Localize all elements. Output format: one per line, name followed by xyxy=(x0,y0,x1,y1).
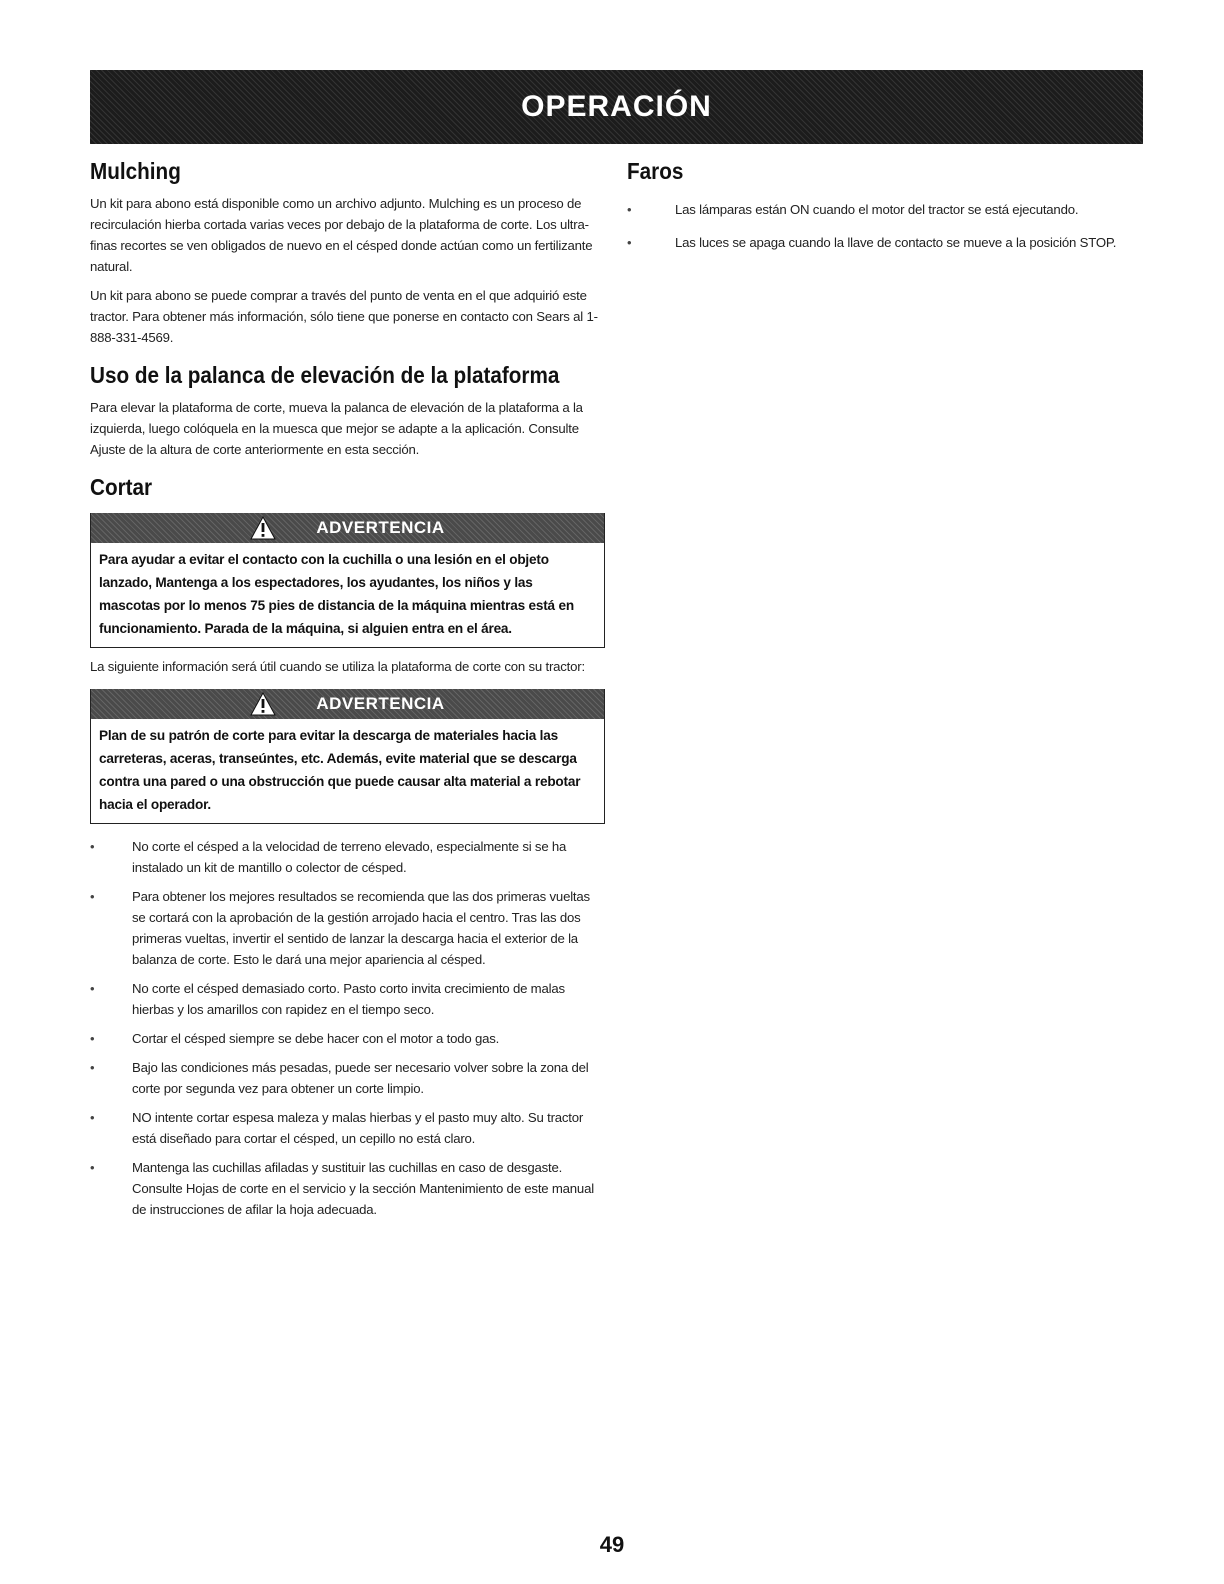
bullet-icon: • xyxy=(90,981,95,996)
bullet-icon: • xyxy=(90,889,95,904)
page-number: 49 xyxy=(599,1532,625,1557)
list-item xyxy=(90,1107,605,1149)
right-column xyxy=(627,156,1143,265)
mulching-paragraph-2: Un kit para abono se puede comprar a través del punto de venta en el que adquirió este tractor. Para obtener más información, sólo tiene que ponerse en contacto con Sears al 1-888-331-4569. xyxy=(90,288,598,345)
lift-lever-section xyxy=(90,362,605,460)
warning-box-2 xyxy=(90,689,605,824)
bullet-icon: • xyxy=(627,202,632,217)
list-item xyxy=(627,199,1143,220)
bullet-icon: • xyxy=(90,1110,95,1125)
list-item-text: Las lámparas están ON cuando el motor del tractor se está ejecutando. xyxy=(675,202,1079,217)
list-item-text: Mantenga las cuchillas afiladas y sustituir las cuchillas en caso de desgaste. Consulte Hojas de corte en el servicio y la sección Mantenimiento de este manual de instrucciones de afilar la hoja adecuada. xyxy=(132,1160,594,1217)
cortar-section xyxy=(90,474,605,1220)
faros-bullet-list xyxy=(627,199,1143,253)
faros-heading: Faros xyxy=(627,158,684,184)
list-item xyxy=(90,1057,605,1099)
bullet-icon: • xyxy=(90,1060,95,1075)
list-item-text: Cortar el césped siempre se debe hacer con el motor a todo gas. xyxy=(132,1031,500,1046)
lift-lever-paragraph: Para elevar la plataforma de corte, mueva la palanca de elevación de la plataforma a la izquierda, luego colóquela en la muesca que mejor se adapte a la aplicación. Consulte Ajuste de la altura de corte anteriormente en esta sección. xyxy=(90,400,583,457)
lift-lever-heading: Uso de la palanca de elevación de la plataforma xyxy=(90,362,560,388)
list-item-text: No corte el césped demasiado corto. Pasto corto invita crecimiento de malas hierbas y los amarillos con rapidez en el tiempo seco. xyxy=(132,981,565,1017)
warning-header-1 xyxy=(91,513,604,543)
bullet-icon: • xyxy=(90,1160,95,1175)
warning-label-1: ADVERTENCIA xyxy=(316,518,445,537)
mulching-paragraph-1: Un kit para abono está disponible como un archivo adjunto. Mulching es un proceso de recirculación hierba cortada varias veces por debajo de la plataforma de corte. Los ultra-finas recortes se ven obligados de nuevo en el césped donde actúan como un fertilizante natural. xyxy=(90,196,593,274)
mulching-section xyxy=(90,158,605,348)
list-item-text: NO intente cortar espesa maleza y malas hierbas y el pasto muy alto. Su tractor está diseñado para cortar el césped, un cepillo no está claro. xyxy=(132,1110,584,1146)
left-column xyxy=(90,156,605,1228)
cortar-bullet-list xyxy=(90,836,605,1220)
warning-header-2 xyxy=(91,689,604,719)
list-item xyxy=(90,1028,605,1049)
warning-text-2: Plan de su patrón de corte para evitar la descarga de materiales hacia las carreteras, aceras, transeúntes, etc. Además, evite material que se descarga contra una pared o una obstrucción que puede causar alta material a rebotar hacia el operador. xyxy=(99,728,581,812)
warning-triangle-icon xyxy=(250,516,276,540)
bullet-icon: • xyxy=(627,235,632,250)
warning-box-1 xyxy=(90,513,605,648)
warning-text-1: Para ayudar a evitar el contacto con la cuchilla o una lesión en el objeto lanzado, Mantenga a los espectadores, los ayudantes, los niños y las mascotas por lo menos 75 pies de distancia de la máquina mientras está en funcionamiento. Parada de la máquina, si alguien entra en el área. xyxy=(99,552,574,636)
page-header-banner xyxy=(90,70,1143,144)
mulching-heading: Mulching xyxy=(90,158,181,184)
list-item xyxy=(90,886,605,970)
page-title: OPERACIÓN xyxy=(521,90,712,123)
list-item xyxy=(90,836,605,878)
list-item xyxy=(90,1157,605,1220)
list-item xyxy=(627,232,1143,253)
list-item-text: No corte el césped a la velocidad de terreno elevado, especialmente si se ha instalado un kit de mantillo o colector de césped. xyxy=(132,839,567,875)
cortar-intro: La siguiente información será útil cuando se utiliza la plataforma de corte con su tractor: xyxy=(90,659,585,674)
list-item-text: Las luces se apaga cuando la llave de contacto se mueve a la posición STOP. xyxy=(675,235,1117,250)
bullet-icon: • xyxy=(90,839,95,854)
list-item-text: Para obtener los mejores resultados se recomienda que las dos primeras vueltas se cortará con la aprobación de la gestión arrojado hacia el centro. Tras las dos primeras vueltas, invertir el sentido de lanzar la descarga hacia el exterior de la balanza de corte. Esto le dará una mejor apariencia al césped. xyxy=(132,889,590,967)
warning-triangle-icon xyxy=(250,692,276,716)
cortar-heading: Cortar xyxy=(90,474,153,500)
warning-label-2: ADVERTENCIA xyxy=(316,694,445,713)
list-item-text: Bajo las condiciones más pesadas, puede ser necesario volver sobre la zona del corte por segunda vez para obtener un corte limpio. xyxy=(132,1060,589,1096)
bullet-icon: • xyxy=(90,1031,95,1046)
list-item xyxy=(90,978,605,1020)
faros-section xyxy=(627,158,1143,253)
